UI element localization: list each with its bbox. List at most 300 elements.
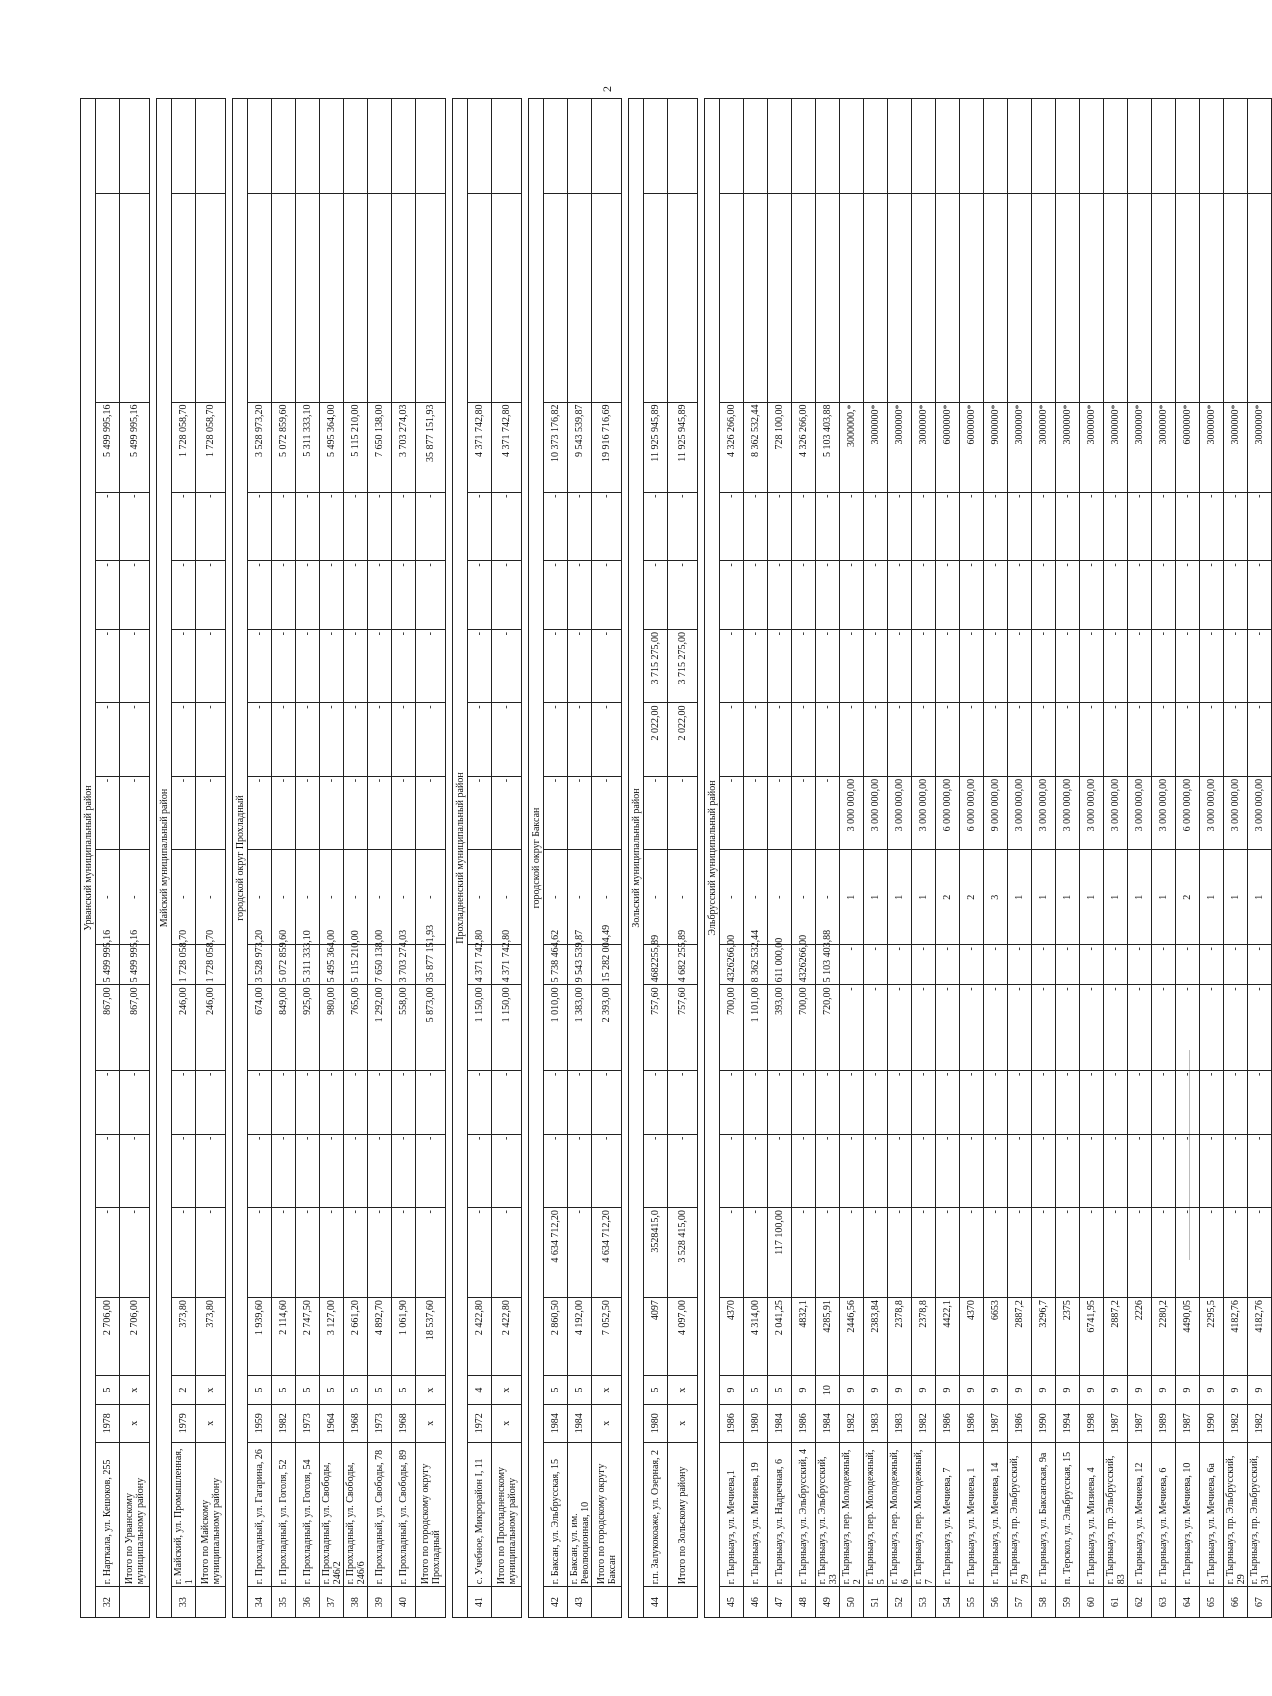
table-cell (1104, 194, 1128, 403)
table-cell: - (196, 1208, 226, 1298)
table-cell: - (344, 492, 368, 561)
table-cell (668, 1587, 698, 1618)
table-cell: - (544, 850, 568, 945)
table-cell (792, 99, 816, 194)
table-cell: - (1152, 492, 1176, 561)
table-cell: 3000000* (1008, 402, 1032, 492)
table-row (1080, 99, 1104, 1618)
table-cell: 19 916 716,69 (592, 402, 622, 492)
table-cell (1056, 194, 1080, 403)
address-cell: Итого по городскому округу Прохладный (416, 1442, 446, 1587)
table-cell (368, 194, 392, 403)
table-cell: - (1080, 985, 1104, 1070)
table-cell: 4 326 266,00 (720, 402, 744, 492)
table-cell: 2226 (1128, 1298, 1152, 1376)
table-cell: 1986 (960, 1404, 984, 1442)
table-cell: - (1032, 629, 1056, 702)
table-cell (172, 99, 196, 194)
table-cell (1032, 99, 1056, 194)
table-cell: 3000000* (1248, 402, 1272, 492)
table-cell: - (272, 1208, 296, 1298)
table-cell: 700,00 (792, 985, 816, 1070)
table-cell: 5 115 210,00 (344, 945, 368, 985)
address-cell: Итого по Зольскому району (668, 1442, 698, 1587)
table-cell: - (196, 703, 226, 776)
table-cell: 57 (1008, 1587, 1032, 1618)
table-cell: 38 (344, 1587, 368, 1618)
table-cell (744, 194, 768, 403)
table-cell: - (1080, 1070, 1104, 1134)
table-cell: - (1224, 945, 1248, 985)
table-cell: - (984, 1134, 1008, 1207)
table-cell: - (296, 1134, 320, 1207)
table-cell: 5 (272, 1376, 296, 1404)
table-cell: 4 (468, 1376, 492, 1404)
table-cell: - (492, 492, 522, 561)
table-cell: - (568, 1208, 592, 1298)
table-cell: 9 (1080, 1376, 1104, 1404)
table-cell: 1980 (744, 1404, 768, 1442)
table-cell: - (960, 1134, 984, 1207)
table-cell: 1990 (1200, 1404, 1224, 1442)
address-cell: г.п. Залукокоаже, ул. Озерная, 2 (644, 1442, 668, 1587)
table-cell: 611 000,00 (768, 945, 792, 985)
section-header-row (233, 99, 248, 1618)
table-cell: - (1224, 703, 1248, 776)
address-cell: г. Майский, ул. Промышленная, 1 (172, 1442, 196, 1587)
table-cell (936, 99, 960, 194)
table-cell: 3 528 415,00 (668, 1208, 698, 1298)
table-cell: 1 (840, 850, 864, 945)
table-cell: 5 311 333,10 (296, 945, 320, 985)
table-cell: 35 877 151,93 (416, 402, 446, 492)
table-cell: 1979 (172, 1404, 196, 1442)
table-cell (1128, 194, 1152, 403)
table-cell (720, 99, 744, 194)
table-cell: - (840, 629, 864, 702)
table-row (888, 99, 912, 1618)
table-row (468, 99, 492, 1618)
table-cell (720, 194, 744, 403)
address-cell: Итого по городскому округу Баксан (592, 1442, 622, 1587)
table-cell: - (720, 492, 744, 561)
table-cell: - (344, 850, 368, 945)
table-cell: - (1176, 703, 1200, 776)
table-cell: 3 000 000,00 (888, 776, 912, 849)
table-cell: 5 (296, 1376, 320, 1404)
table-cell: 1 728 058,70 (172, 402, 196, 492)
table-cell: - (96, 629, 120, 702)
table-cell: - (912, 629, 936, 702)
section-title: Майский муниципальный район (157, 99, 172, 1618)
table-cell: - (960, 703, 984, 776)
table-cell (888, 194, 912, 403)
table-cell: 1986 (1008, 1404, 1032, 1442)
table-cell: - (492, 776, 522, 849)
table-cell (1008, 99, 1032, 194)
address-cell: г. Тырныауз, ул. Мечиева, 12 (1128, 1442, 1152, 1587)
table-cell: - (1200, 1208, 1224, 1298)
table-row (1056, 99, 1080, 1618)
table-row (544, 99, 568, 1618)
table-cell: - (1200, 703, 1224, 776)
table-cell: - (296, 703, 320, 776)
table-cell: 1978 (96, 1404, 120, 1442)
table-cell: - (320, 561, 344, 630)
table-cell: - (568, 561, 592, 630)
table-cell: 5 499 995,16 (120, 402, 150, 492)
table-cell: 35 877 151,93 (416, 945, 446, 985)
table-cell: 5 (768, 1376, 792, 1404)
table-cell: - (248, 1208, 272, 1298)
table-cell: - (960, 1070, 984, 1134)
table-cell (468, 194, 492, 403)
address-cell: г. Баксан, ул. им. Революционная, 10 (568, 1442, 592, 1587)
table-cell: - (1248, 945, 1272, 985)
table-cell (492, 99, 522, 194)
table-cell: - (668, 492, 698, 561)
table-cell: 1 728 058,70 (196, 402, 226, 492)
table-cell: 765,00 (344, 985, 368, 1070)
table-cell (1176, 99, 1200, 194)
table-cell: - (568, 1134, 592, 1207)
table-cell: - (912, 985, 936, 1070)
table-cell: - (296, 629, 320, 702)
table-cell: - (1128, 561, 1152, 630)
table-cell: 9 (1056, 1376, 1080, 1404)
table-cell: 1 150,00 (492, 985, 522, 1070)
table-cell: - (392, 629, 416, 702)
total-row (416, 99, 446, 1618)
table-row (1200, 99, 1224, 1618)
table-cell: 5 499 995,16 (120, 945, 150, 985)
table-cell (568, 194, 592, 403)
table-cell: 56 (984, 1587, 1008, 1618)
table-cell: 37 (320, 1587, 344, 1618)
table-cell: - (1032, 945, 1056, 985)
table-cell: 1982 (272, 1404, 296, 1442)
section-header-row (157, 99, 172, 1618)
table-cell (984, 99, 1008, 194)
table-cell (768, 99, 792, 194)
address-cell: г. Тырныауз, ул. Мечиева, 14 (984, 1442, 1008, 1587)
table-cell: 1 (864, 850, 888, 945)
table-cell: - (1008, 703, 1032, 776)
table-cell: - (816, 850, 840, 945)
table-cell: - (1152, 561, 1176, 630)
table-cell: 1989 (1152, 1404, 1176, 1442)
table-cell (912, 99, 936, 194)
table-cell: - (368, 561, 392, 630)
table-cell: - (172, 1134, 196, 1207)
table-cell: - (544, 492, 568, 561)
table-cell: - (320, 1208, 344, 1298)
table-cell: 1982 (1248, 1404, 1272, 1442)
table-row (1152, 99, 1176, 1618)
table-cell: 4 326 266,00 (792, 402, 816, 492)
table-cell: 34 (248, 1587, 272, 1618)
table-cell: - (936, 561, 960, 630)
table-cell: - (816, 629, 840, 702)
table-cell: 674,00 (248, 985, 272, 1070)
table-cell: 2 393,00 (592, 985, 622, 1070)
table-cell: - (416, 1070, 446, 1134)
table-cell: 393,00 (768, 985, 792, 1070)
repair-register-table (80, 98, 1272, 1618)
table-cell: - (936, 985, 960, 1070)
table-cell: 1 (1032, 850, 1056, 945)
table-cell: 1 (1104, 850, 1128, 945)
table-cell: 1 061,90 (392, 1298, 416, 1376)
table-cell: - (416, 1134, 446, 1207)
table-cell: - (1224, 985, 1248, 1070)
table-cell: - (1200, 1070, 1224, 1134)
table-cell: 9 (1104, 1376, 1128, 1404)
table-cell: - (1104, 629, 1128, 702)
table-cell: - (1200, 945, 1224, 985)
table-cell: - (592, 703, 622, 776)
table-cell (816, 194, 840, 403)
table-cell: - (912, 945, 936, 985)
table-cell: - (936, 629, 960, 702)
table-cell (272, 194, 296, 403)
table-cell: - (960, 561, 984, 630)
table-cell: - (816, 1070, 840, 1134)
table-cell (296, 99, 320, 194)
spacer-row (522, 99, 529, 1618)
table-cell (96, 194, 120, 403)
table-cell: 8 362 532,44 (744, 402, 768, 492)
table-cell: - (1224, 629, 1248, 702)
table-cell: - (644, 1134, 668, 1207)
table-cell: 47 (768, 1587, 792, 1618)
table-cell: 757,60 (668, 985, 698, 1070)
table-cell: - (960, 985, 984, 1070)
table-cell (492, 1587, 522, 1618)
table-cell (392, 99, 416, 194)
section-header-row (453, 99, 468, 1618)
table-cell: 4 192,00 (568, 1298, 592, 1376)
table-cell (888, 99, 912, 194)
table-cell: - (744, 850, 768, 945)
table-cell: 44 (644, 1587, 668, 1618)
table-cell: - (344, 629, 368, 702)
table-cell: 4682255,89 (644, 945, 668, 985)
table-cell: 2378,8 (888, 1298, 912, 1376)
table-cell: - (492, 1208, 522, 1298)
table-row (792, 99, 816, 1618)
table-cell: - (644, 776, 668, 849)
table-cell: - (196, 629, 226, 702)
table-cell: - (120, 850, 150, 945)
table-row (864, 99, 888, 1618)
table-cell: - (368, 850, 392, 945)
table-cell: - (368, 703, 392, 776)
table-cell: 59 (1056, 1587, 1080, 1618)
table-cell: - (196, 1070, 226, 1134)
table-cell: - (296, 776, 320, 849)
table-row (984, 99, 1008, 1618)
table-cell: - (768, 1134, 792, 1207)
table-cell: - (592, 629, 622, 702)
table-cell: х (592, 1376, 622, 1404)
section-title: Зольский муниципальный район (629, 99, 644, 1618)
spacer-cell (150, 99, 157, 1618)
table-cell: - (1056, 1134, 1080, 1207)
table-cell: 5 (368, 1376, 392, 1404)
table-cell: 757,60 (644, 985, 668, 1070)
table-cell: - (1032, 1208, 1056, 1298)
table-cell: - (416, 1208, 446, 1298)
table-cell: - (1008, 629, 1032, 702)
table-cell: 2375 (1056, 1298, 1080, 1376)
table-cell: - (768, 629, 792, 702)
page-number: 2 (600, 86, 614, 92)
table-cell: - (768, 776, 792, 849)
table-cell: - (272, 492, 296, 561)
section-title: Эльбрусский муниципальный район (705, 99, 720, 1618)
table-cell: - (768, 703, 792, 776)
table-cell: - (272, 1070, 296, 1134)
table-cell: - (1200, 985, 1224, 1070)
table-cell: - (392, 1208, 416, 1298)
table-cell: 3 715 275,00 (644, 629, 668, 702)
table-cell: - (296, 492, 320, 561)
table-cell: 3 127,00 (320, 1298, 344, 1376)
table-cell: - (816, 1208, 840, 1298)
table-cell: 1959 (248, 1404, 272, 1442)
table-cell: - (468, 703, 492, 776)
address-cell: г. Тырныауз, ул. Баксанская, 9а (1032, 1442, 1056, 1587)
table-cell: 2887,2 (1104, 1298, 1128, 1376)
table-cell: 2 (172, 1376, 196, 1404)
table-cell: - (1248, 1208, 1272, 1298)
table-cell: - (172, 561, 196, 630)
table-cell: 1973 (368, 1404, 392, 1442)
table-cell: 3 000 000,00 (1080, 776, 1104, 849)
table-cell: 1 150,00 (468, 985, 492, 1070)
table-cell: - (416, 703, 446, 776)
table-cell: - (416, 629, 446, 702)
table-cell: х (416, 1404, 446, 1442)
table-cell: - (816, 776, 840, 849)
table-cell: 9 (936, 1376, 960, 1404)
table-cell: 7 052,50 (592, 1298, 622, 1376)
table-cell: - (1248, 1070, 1272, 1134)
table-cell (320, 194, 344, 403)
table-cell: - (392, 703, 416, 776)
table-cell: 58 (1032, 1587, 1056, 1618)
table-cell: - (196, 850, 226, 945)
table-cell: 3296,7 (1032, 1298, 1056, 1376)
table-cell: 3 000 000,00 (1248, 776, 1272, 849)
table-cell: - (1128, 492, 1152, 561)
table-cell: 9 (1008, 1376, 1032, 1404)
table-cell: - (1224, 1070, 1248, 1134)
table-cell: 2378,8 (912, 1298, 936, 1376)
table-cell: 3000000* (1224, 402, 1248, 492)
table-cell: 4 892,70 (368, 1298, 392, 1376)
table-cell: 11 925 945,89 (668, 402, 698, 492)
table-cell: 1968 (344, 1404, 368, 1442)
table-cell: - (984, 492, 1008, 561)
table-cell (196, 194, 226, 403)
table-cell: 7 650 138,00 (368, 945, 392, 985)
table-cell: - (1008, 1208, 1032, 1298)
table-cell: - (1248, 492, 1272, 561)
table-cell (96, 99, 120, 194)
table-cell: 65 (1200, 1587, 1224, 1618)
table-cell: 1982 (840, 1404, 864, 1442)
table-cell: - (492, 850, 522, 945)
table-cell: - (816, 703, 840, 776)
table-cell: 1987 (1176, 1404, 1200, 1442)
spacer-row (698, 99, 705, 1618)
table-cell: - (1080, 561, 1104, 630)
table-cell: х (120, 1404, 150, 1442)
table-cell: 9 543 539,87 (568, 402, 592, 492)
table-cell (492, 194, 522, 403)
table-cell: 9 (720, 1376, 744, 1404)
table-cell: - (492, 703, 522, 776)
table-cell: - (912, 1070, 936, 1134)
table-cell: - (720, 1208, 744, 1298)
table-cell: - (912, 1208, 936, 1298)
table-cell: - (320, 703, 344, 776)
table-cell: 5 103 403,88 (816, 945, 840, 985)
table-cell: 1986 (720, 1404, 744, 1442)
table-cell: - (592, 492, 622, 561)
table-cell (1176, 194, 1200, 403)
table-cell: - (864, 1134, 888, 1207)
table-cell: 728 100,00 (768, 402, 792, 492)
table-cell: - (196, 492, 226, 561)
address-cell: Итого по Майскому муниципальному району (196, 1442, 226, 1587)
table-cell: 6 000 000,00 (960, 776, 984, 849)
table-cell: - (96, 850, 120, 945)
table-cell: - (984, 985, 1008, 1070)
table-cell: - (1080, 1208, 1104, 1298)
table-cell: 6000000* (936, 402, 960, 492)
table-cell: 1 (1152, 850, 1176, 945)
table-cell: - (668, 850, 698, 945)
table-cell: 10 (816, 1376, 840, 1404)
table-cell: 39 (368, 1587, 392, 1618)
table-cell: - (1176, 1070, 1200, 1134)
table-cell: 63 (1152, 1587, 1176, 1618)
table-cell: - (172, 629, 196, 702)
table-cell: 3 000 000,00 (1008, 776, 1032, 849)
table-cell: - (468, 776, 492, 849)
address-cell: с. Учебное, Микрорайон I, 11 (468, 1442, 492, 1587)
table-cell: 925,00 (296, 985, 320, 1070)
table-cell: - (248, 629, 272, 702)
table-cell: - (912, 561, 936, 630)
address-cell: г. Тырныауз, ул. Мечиева,1 (720, 1442, 744, 1587)
table-cell: - (492, 561, 522, 630)
table-cell: - (96, 492, 120, 561)
table-cell: 55 (960, 1587, 984, 1618)
table-cell: - (96, 561, 120, 630)
table-cell: - (1056, 703, 1080, 776)
table-cell: 5 (744, 1376, 768, 1404)
address-cell: г. Тырныауз, пер. Молодежный, 7 (912, 1442, 936, 1587)
table-cell: 4326266,00 (792, 945, 816, 985)
table-cell: - (368, 1208, 392, 1298)
table-cell: 9 (792, 1376, 816, 1404)
table-cell: - (544, 1134, 568, 1207)
table-cell: 3000000* (1104, 402, 1128, 492)
